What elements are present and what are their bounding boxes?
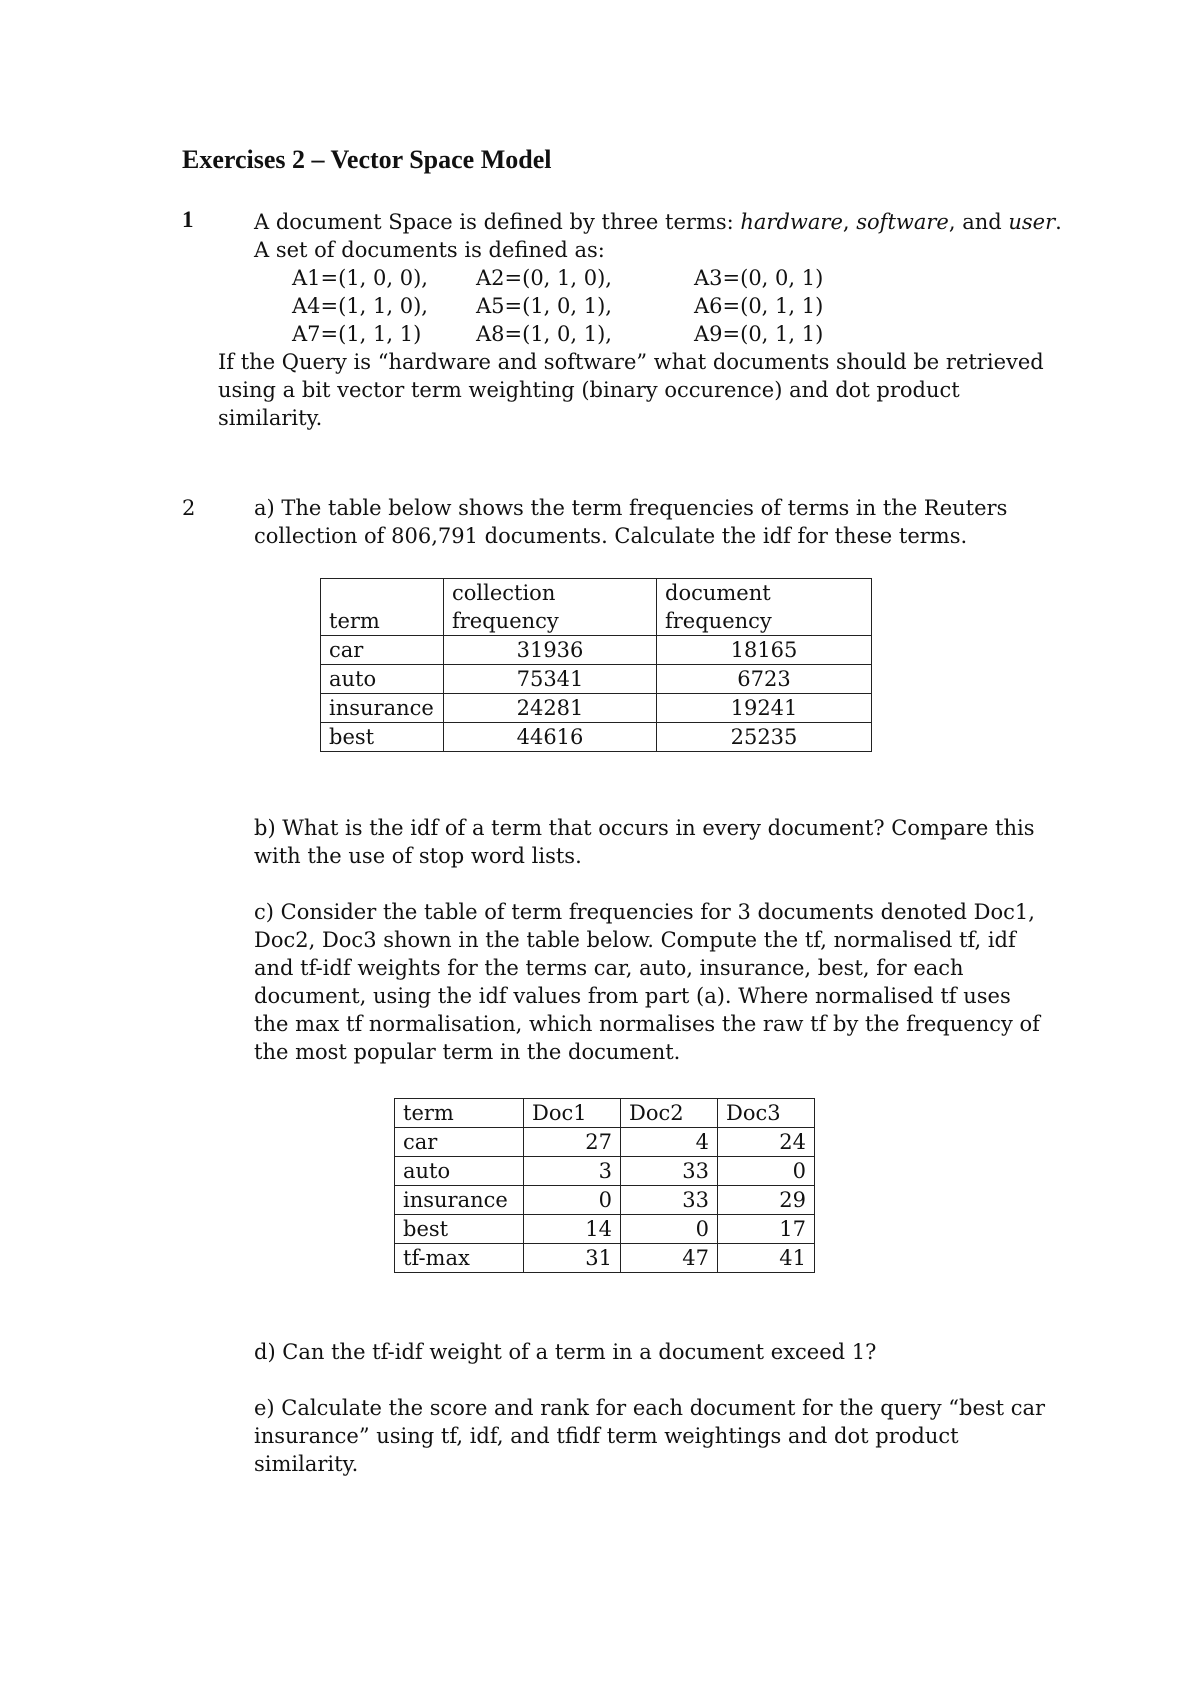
q2a-line-1: a) The table below shows the term frequencies of terms in the Reuters <box>254 496 1008 520</box>
page-title: Exercises 2 – Vector Space Model <box>182 145 552 174</box>
header-term-label: term <box>329 609 380 633</box>
cell-df: 18165 <box>657 636 872 665</box>
cell-doc1: 14 <box>524 1215 621 1244</box>
table-row-tf-max <box>395 1244 815 1273</box>
header-doc3: Doc3 <box>718 1099 815 1128</box>
q2e-line-2: insurance” using tf, idf, and tfidf term weightings and dot product <box>254 1424 959 1448</box>
table-row <box>321 665 872 694</box>
vector-a2: A2=(0, 1, 0), <box>476 266 612 290</box>
cell-doc1: 27 <box>524 1128 621 1157</box>
cell-term: insurance <box>395 1186 524 1215</box>
q1-end: . <box>1055 210 1062 234</box>
vector-a8: A8=(1, 0, 1), <box>476 322 612 346</box>
cell-doc1: 0 <box>524 1186 621 1215</box>
table-row <box>321 636 872 665</box>
header-term: term <box>395 1099 524 1128</box>
table-row <box>321 723 872 752</box>
document-term-frequency-table <box>394 1098 815 1273</box>
q1-sep1: , <box>842 210 857 234</box>
cell-doc1: 3 <box>524 1157 621 1186</box>
q2c-line-1: c) Consider the table of term frequencies for 3 documents denoted Doc1, <box>254 900 1035 924</box>
cell-term: best <box>321 723 444 752</box>
q2c-line-3: and tf-idf weights for the terms car, auto, insurance, best, for each <box>254 956 964 980</box>
table-row <box>395 1186 815 1215</box>
table-header-row <box>395 1099 815 1128</box>
cell-term: insurance <box>321 694 444 723</box>
q1-term-user: user <box>1008 210 1056 234</box>
q2e-line-1: e) Calculate the score and rank for each document for the query “best car <box>254 1396 1046 1420</box>
vector-a7: A7=(1, 1, 1) <box>292 322 422 346</box>
q1-sep2: , and <box>948 210 1009 234</box>
q1-term-software: software <box>856 210 949 234</box>
question-2-number: 2 <box>182 496 196 520</box>
cell-doc3: 0 <box>718 1157 815 1186</box>
q1-term-hardware: hardware <box>740 210 843 234</box>
table-header-row <box>321 579 872 636</box>
header-doc1: Doc1 <box>524 1099 621 1128</box>
term-frequency-table <box>320 578 872 752</box>
cell-doc2: 33 <box>621 1186 718 1215</box>
cell-doc1: 31 <box>524 1244 621 1273</box>
vector-a1: A1=(1, 0, 0), <box>292 266 428 290</box>
q1-set-line: A set of documents is defined as: <box>254 238 605 262</box>
cell-doc2: 4 <box>621 1128 718 1157</box>
header-df-line-1: document <box>665 581 771 605</box>
cell-df: 25235 <box>657 723 872 752</box>
table-row <box>395 1157 815 1186</box>
q1-question-line-2: using a bit vector term weighting (binary occurence) and dot product <box>218 378 960 402</box>
header-df-line-2: frequency <box>665 609 772 633</box>
q2e-line-3: similarity. <box>254 1452 359 1476</box>
cell-doc3: 17 <box>718 1215 815 1244</box>
vector-a5: A5=(1, 0, 1), <box>476 294 612 318</box>
cell-term: tf-max <box>395 1244 524 1273</box>
cell-cf: 44616 <box>444 723 657 752</box>
header-collection-frequency <box>444 579 657 636</box>
cell-term: car <box>321 636 444 665</box>
cell-df: 6723 <box>657 665 872 694</box>
table-row <box>321 694 872 723</box>
header-doc2: Doc2 <box>621 1099 718 1128</box>
cell-term: best <box>395 1215 524 1244</box>
q2b-line-2: with the use of stop word lists. <box>254 844 582 868</box>
cell-doc2: 0 <box>621 1215 718 1244</box>
cell-doc3: 24 <box>718 1128 815 1157</box>
q1-intro-text: A document Space is defined by three terms: <box>254 210 741 234</box>
vector-a4: A4=(1, 1, 0), <box>292 294 428 318</box>
cell-term: auto <box>395 1157 524 1186</box>
cell-df: 19241 <box>657 694 872 723</box>
q2b-line-1: b) What is the idf of a term that occurs in every document? Compare this <box>254 816 1035 840</box>
cell-doc2: 33 <box>621 1157 718 1186</box>
cell-doc3: 29 <box>718 1186 815 1215</box>
q1-intro-line <box>254 208 1062 236</box>
cell-cf: 24281 <box>444 694 657 723</box>
question-1-number: 1 <box>182 207 194 232</box>
q2c-line-6: the most popular term in the document. <box>254 1040 681 1064</box>
q1-question-line-3: similarity. <box>218 406 323 430</box>
header-term <box>321 579 444 636</box>
q1-question-line-1: If the Query is “hardware and software” what documents should be retrieved <box>218 350 1044 374</box>
cell-cf: 75341 <box>444 665 657 694</box>
q2c-line-2: Doc2, Doc3 shown in the table below. Compute the tf, normalised tf, idf <box>254 928 1016 952</box>
cell-doc3: 41 <box>718 1244 815 1273</box>
q2a-line-2: collection of 806,791 documents. Calculate the idf for these terms. <box>254 524 968 548</box>
header-cf-line-1: collection <box>452 581 556 605</box>
cell-doc2: 47 <box>621 1244 718 1273</box>
cell-term: car <box>395 1128 524 1157</box>
table-row <box>395 1128 815 1157</box>
q2d-line: d) Can the tf-idf weight of a term in a document exceed 1? <box>254 1340 877 1364</box>
q2c-line-4: document, using the idf values from part (a). Where normalised tf uses <box>254 984 1011 1008</box>
cell-cf: 31936 <box>444 636 657 665</box>
vector-a6: A6=(0, 1, 1) <box>694 294 824 318</box>
cell-term: auto <box>321 665 444 694</box>
vector-a3: A3=(0, 0, 1) <box>694 266 824 290</box>
header-cf-line-2: frequency <box>452 609 559 633</box>
vector-a9: A9=(0, 1, 1) <box>694 322 824 346</box>
table-row <box>395 1215 815 1244</box>
q2c-line-5: the max tf normalisation, which normalises the raw tf by the frequency of <box>254 1012 1040 1036</box>
header-document-frequency <box>657 579 872 636</box>
